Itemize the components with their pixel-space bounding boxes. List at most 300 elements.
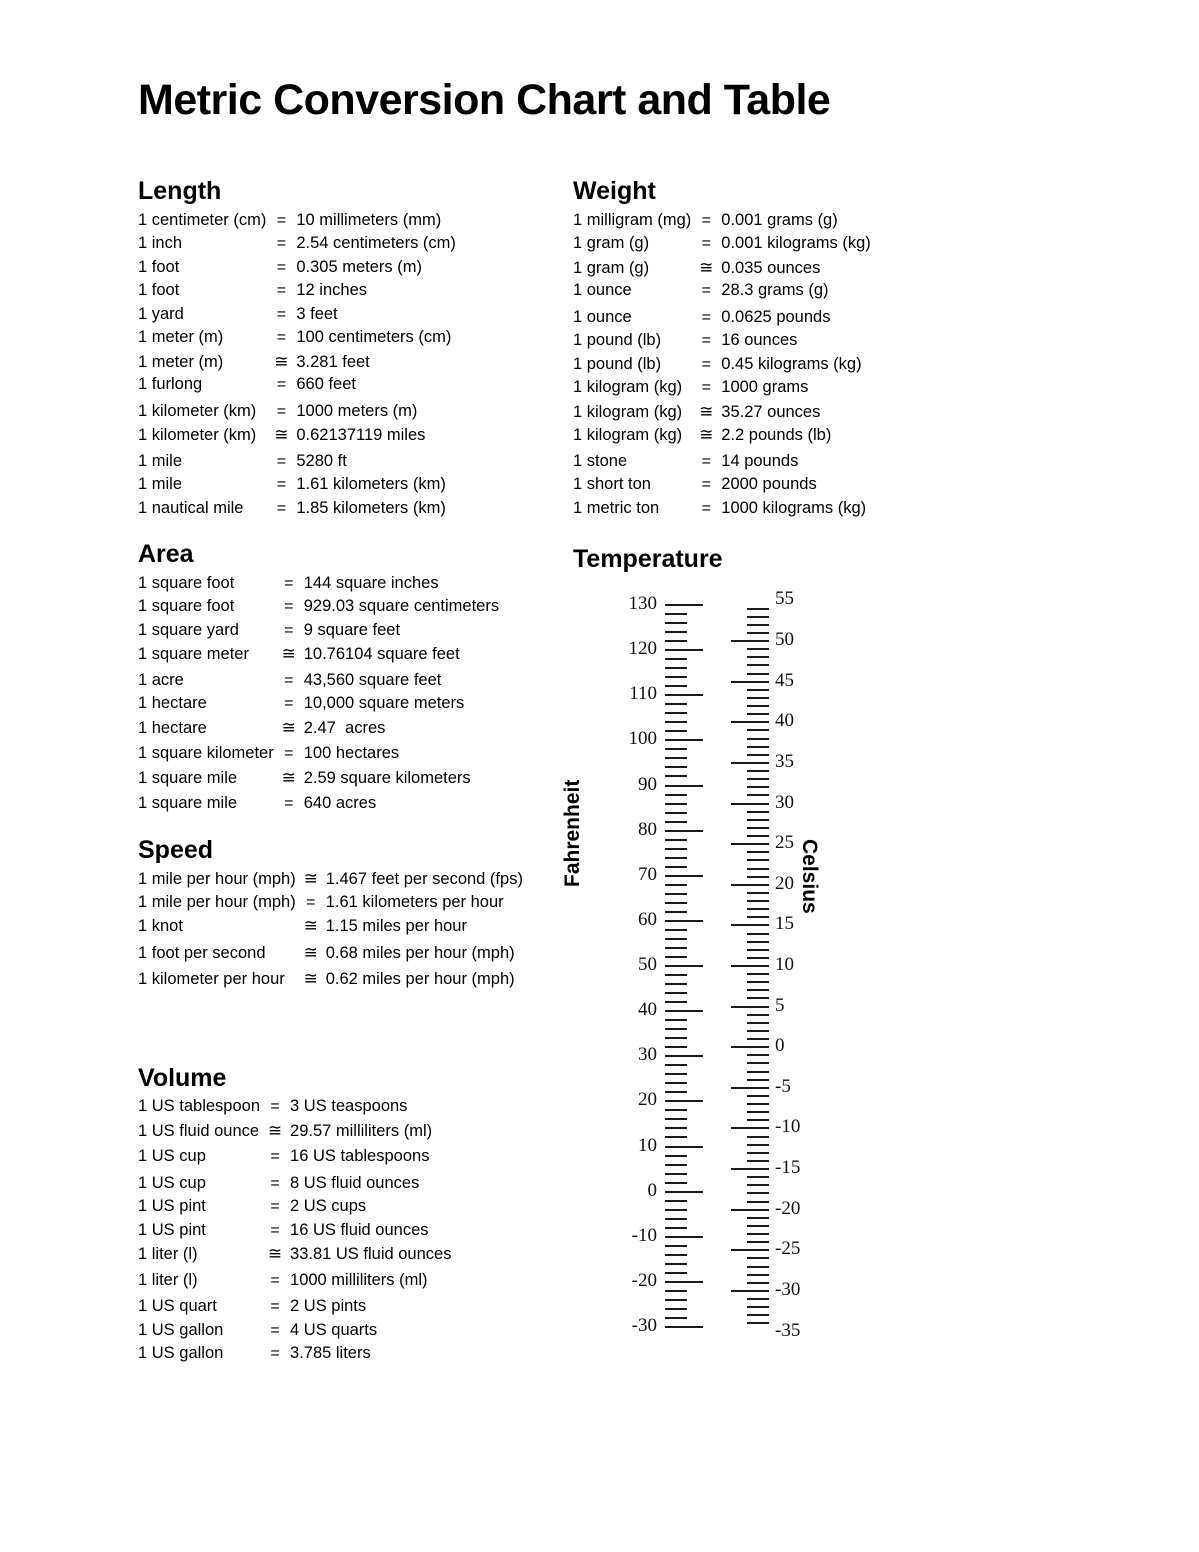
celsius-minor-tick — [747, 656, 769, 658]
fahrenheit-tick-label: 90 — [638, 773, 657, 795]
celsius-minor-tick — [747, 1314, 769, 1316]
equals-operator: = — [701, 499, 711, 517]
fahrenheit-tick-label: 0 — [647, 1179, 657, 1201]
conversion-row — [573, 235, 871, 259]
celsius-minor-tick — [747, 746, 769, 748]
conversion-to: 0.305 meters (m) — [296, 257, 422, 276]
equals-operator: = — [284, 621, 294, 639]
conversion-from: 1 US cup — [138, 1147, 206, 1165]
conversion-row — [138, 403, 456, 427]
celsius-minor-tick — [747, 1054, 769, 1056]
fahrenheit-minor-tick — [665, 992, 687, 994]
section-length — [138, 178, 578, 523]
conversion-to: 0.62 miles per hour (mph) — [325, 970, 515, 988]
celsius-tick-label: -15 — [775, 1157, 801, 1179]
celsius-major-tick — [731, 721, 769, 723]
fahrenheit-major-tick — [665, 1236, 703, 1238]
celsius-minor-tick — [747, 949, 769, 951]
conversion-row — [138, 795, 499, 819]
celsius-minor-tick — [747, 1038, 769, 1040]
fahrenheit-minor-tick — [665, 667, 687, 669]
celsius-minor-tick — [747, 900, 769, 902]
celsius-minor-tick — [747, 827, 769, 829]
celsius-minor-tick — [747, 1014, 769, 1016]
fahrenheit-minor-tick — [665, 1263, 687, 1265]
fahrenheit-tick-label: 60 — [638, 908, 657, 930]
conversion-from: 1 square kilometer — [138, 744, 274, 762]
fahrenheit-minor-tick — [665, 757, 687, 759]
celsius-minor-tick — [747, 1119, 769, 1121]
fahrenheit-minor-tick — [665, 1091, 687, 1093]
conversion-to: 0.0625 pounds — [721, 307, 831, 326]
conversion-to: 1.61 kilometers per hour — [325, 892, 504, 911]
conversion-from: 1 US tablespoon — [138, 1097, 261, 1115]
conversion-table-area — [138, 575, 499, 819]
approx-equals-operator: ≅ — [281, 717, 296, 737]
equals-operator: = — [276, 235, 287, 252]
conversion-from: 1 foot — [138, 257, 180, 276]
conversion-to: 2 US cups — [290, 1197, 367, 1215]
conversion-from: 1 US pint — [138, 1197, 206, 1215]
conversion-from: 1 kilometer (km) — [138, 426, 257, 444]
conversion-row — [573, 356, 871, 380]
celsius-minor-tick — [747, 729, 769, 731]
celsius-tick-label: 30 — [775, 791, 794, 813]
celsius-minor-tick — [747, 713, 769, 715]
conversion-table-length — [138, 212, 456, 524]
fahrenheit-minor-tick — [665, 1272, 687, 1274]
conversion-from: 1 hectare — [138, 718, 207, 737]
celsius-minor-tick — [747, 616, 769, 618]
conversion-row — [573, 282, 871, 309]
conversion-row — [138, 1272, 451, 1299]
conversion-from: 1 hectare — [138, 694, 207, 712]
conversion-from: 1 mile — [138, 475, 183, 493]
celsius-minor-tick — [747, 997, 769, 999]
equals-operator: = — [701, 332, 711, 349]
conversion-to: 0.62137119 miles — [296, 426, 426, 444]
fahrenheit-minor-tick — [665, 1136, 687, 1138]
section-area — [138, 541, 578, 819]
conversion-to: 29.57 milliliters (ml) — [290, 1121, 433, 1140]
conversion-to: 1.61 kilometers (km) — [296, 475, 446, 493]
celsius-minor-tick — [747, 989, 769, 991]
celsius-major-tick — [731, 1046, 769, 1048]
conversion-to: 10,000 square meters — [303, 694, 465, 712]
celsius-minor-tick — [747, 1184, 769, 1186]
conversion-row — [573, 453, 871, 477]
conversion-row — [138, 376, 456, 403]
section-heading-weight: Weight — [573, 177, 656, 205]
equals-operator: = — [276, 329, 287, 346]
equals-operator: = — [701, 235, 711, 252]
equals-operator: = — [276, 305, 287, 323]
celsius-minor-tick — [747, 811, 769, 813]
celsius-minor-tick — [747, 648, 769, 650]
celsius-tick-label: -35 — [775, 1319, 801, 1341]
celsius-tick-label: -10 — [775, 1116, 801, 1138]
conversion-to: 2.47 acres — [303, 718, 386, 737]
fahrenheit-minor-tick — [665, 884, 687, 886]
fahrenheit-minor-tick — [665, 803, 687, 805]
celsius-major-tick — [731, 803, 769, 805]
conversion-from: 1 metric ton — [573, 498, 660, 517]
equals-operator: = — [276, 258, 287, 276]
section-heading-length: Length — [138, 177, 222, 205]
fahrenheit-tick-label: -20 — [631, 1269, 657, 1291]
equals-operator: = — [270, 1345, 280, 1362]
conversion-to: 1000 grams — [721, 378, 809, 396]
approx-equals-operator: ≅ — [303, 969, 318, 988]
conversion-from: 1 US pint — [138, 1220, 206, 1239]
celsius-minor-tick — [747, 1298, 769, 1300]
conversion-from: 1 square meter — [138, 645, 249, 663]
conversion-from: 1 stone — [573, 451, 628, 470]
celsius-minor-tick — [747, 876, 769, 878]
fahrenheit-minor-tick — [665, 766, 687, 768]
conversion-row — [138, 329, 456, 353]
celsius-tick-label: 20 — [775, 872, 794, 894]
fahrenheit-tick-label: 120 — [628, 638, 657, 660]
conversion-row — [138, 944, 523, 971]
fahrenheit-minor-tick — [665, 1064, 687, 1066]
celsius-tick-label: -20 — [775, 1197, 801, 1219]
approx-equals-operator: ≅ — [274, 425, 289, 444]
fahrenheit-minor-tick — [665, 1290, 687, 1292]
celsius-minor-tick — [747, 1030, 769, 1032]
conversion-to: 2000 pounds — [721, 475, 817, 493]
conversion-from: 1 inch — [138, 234, 183, 252]
conversion-to: 1.467 feet per second (fps) — [325, 870, 523, 888]
fahrenheit-major-tick — [665, 830, 703, 832]
celsius-tick-label: 40 — [775, 710, 794, 732]
conversion-row — [573, 379, 871, 403]
fahrenheit-minor-tick — [665, 1118, 687, 1120]
celsius-minor-tick — [747, 786, 769, 788]
fahrenheit-tick-label: -30 — [631, 1315, 657, 1336]
conversion-row — [138, 1122, 451, 1149]
fahrenheit-major-tick — [665, 1326, 703, 1328]
celsius-minor-tick — [747, 689, 769, 691]
fahrenheit-minor-tick — [665, 983, 687, 985]
fahrenheit-major-tick — [665, 1055, 703, 1057]
fahrenheit-minor-tick — [665, 1200, 687, 1202]
fahrenheit-minor-tick — [665, 1209, 687, 1211]
conversion-row — [573, 309, 871, 333]
fahrenheit-minor-tick — [665, 974, 687, 976]
celsius-tick-label: -5 — [775, 1075, 791, 1097]
conversion-row — [138, 769, 499, 796]
celsius-minor-tick — [747, 608, 769, 610]
celsius-minor-tick — [747, 1062, 769, 1064]
celsius-axis-label: Celsius — [798, 839, 821, 914]
fahrenheit-tick-label: 20 — [638, 1089, 657, 1111]
equals-operator: = — [270, 1221, 280, 1239]
fahrenheit-minor-tick — [665, 658, 687, 660]
conversion-from: 1 kilogram (kg) — [573, 378, 683, 396]
fahrenheit-minor-tick — [665, 929, 687, 931]
equals-operator: = — [270, 1174, 280, 1192]
celsius-major-tick — [731, 640, 769, 642]
section-heading-temperature: Temperature — [573, 545, 723, 573]
conversion-from: 1 square yard — [138, 620, 239, 639]
equals-operator: = — [701, 211, 711, 229]
celsius-minor-tick — [747, 1192, 769, 1194]
conversion-from: 1 US fluid ounce — [138, 1121, 260, 1140]
fahrenheit-major-tick — [665, 785, 703, 787]
conversion-to: 35.27 ounces — [721, 402, 821, 421]
fahrenheit-major-tick — [665, 739, 703, 741]
conversion-from: 1 gram (g) — [573, 258, 650, 277]
fahrenheit-minor-tick — [665, 640, 687, 642]
celsius-minor-tick — [747, 916, 769, 918]
conversion-to: 3 feet — [296, 304, 338, 323]
approx-equals-operator: ≅ — [303, 869, 318, 888]
celsius-minor-tick — [747, 1306, 769, 1308]
conversion-to: 1000 meters (m) — [296, 401, 418, 420]
fahrenheit-tick-label: 70 — [638, 863, 657, 885]
conversion-row — [138, 894, 523, 918]
conversion-from: 1 foot per second — [138, 943, 266, 962]
approx-equals-operator: ≅ — [699, 401, 714, 421]
fahrenheit-minor-tick — [665, 893, 687, 895]
fahrenheit-minor-tick — [665, 1227, 687, 1229]
conversion-from: 1 square mile — [138, 768, 238, 787]
conversion-row — [138, 1322, 451, 1346]
conversion-to: 2 US pints — [290, 1297, 367, 1315]
celsius-minor-tick — [747, 941, 769, 943]
celsius-minor-tick — [747, 892, 769, 894]
conversion-to: 640 acres — [303, 794, 377, 812]
fahrenheit-minor-tick — [665, 631, 687, 633]
section-heading-volume: Volume — [138, 1063, 227, 1092]
fahrenheit-major-tick — [665, 1146, 703, 1148]
conversion-row — [138, 282, 456, 306]
equals-operator: = — [701, 452, 711, 470]
celsius-tick-label: 45 — [775, 669, 794, 691]
fahrenheit-tick-label: 40 — [638, 999, 657, 1021]
fahrenheit-major-tick — [665, 694, 703, 696]
conversion-to: 100 centimeters (cm) — [296, 328, 452, 346]
celsius-minor-tick — [747, 794, 769, 796]
conversion-from: 1 kilometer per hour — [138, 970, 285, 988]
conversion-row — [138, 645, 499, 672]
celsius-minor-tick — [747, 632, 769, 634]
right-column — [573, 178, 993, 523]
equals-operator: = — [276, 476, 287, 493]
conversion-row — [138, 1245, 451, 1272]
celsius-minor-tick — [747, 1079, 769, 1081]
celsius-minor-tick — [747, 624, 769, 626]
celsius-minor-tick — [747, 957, 769, 959]
page-title: Metric Conversion Chart and Table — [138, 76, 831, 124]
conversion-from: 1 liter (l) — [138, 1270, 198, 1289]
equals-operator: = — [270, 1298, 280, 1315]
celsius-minor-tick — [747, 1095, 769, 1097]
conversion-to: 100 hectares — [303, 744, 400, 762]
conversion-from: 1 US quart — [138, 1297, 217, 1315]
conversion-from: 1 centimeter (cm) — [138, 210, 267, 229]
fahrenheit-major-tick — [665, 604, 703, 606]
conversion-to: 4 US quarts — [290, 1320, 378, 1339]
conversion-from: 1 square mile — [138, 794, 238, 812]
celsius-minor-tick — [747, 1257, 769, 1259]
conversion-row — [138, 870, 523, 894]
conversion-row — [573, 332, 871, 356]
equals-operator: = — [701, 379, 711, 396]
conversion-to: 33.81 US fluid ounces — [290, 1245, 452, 1263]
conversion-from: 1 acre — [138, 670, 184, 689]
celsius-minor-tick — [747, 1274, 769, 1276]
celsius-major-tick — [731, 1006, 769, 1008]
conversion-row — [138, 353, 456, 377]
conversion-row — [138, 453, 456, 477]
celsius-minor-tick — [747, 1266, 769, 1268]
celsius-minor-tick — [747, 705, 769, 707]
conversion-to: 16 US fluid ounces — [290, 1220, 429, 1239]
conversion-to: 28.3 grams (g) — [721, 281, 829, 299]
celsius-minor-tick — [747, 1136, 769, 1138]
conversion-from: 1 square foot — [138, 573, 235, 592]
conversion-from: 1 pound (lb) — [573, 354, 662, 373]
conversion-to: 2.59 square kilometers — [303, 768, 471, 787]
celsius-major-tick — [731, 681, 769, 683]
conversion-to: 10.76104 square feet — [303, 645, 460, 663]
fahrenheit-minor-tick — [665, 1127, 687, 1129]
conversion-to: 1.15 miles per hour — [325, 917, 467, 935]
celsius-minor-tick — [747, 981, 769, 983]
fahrenheit-minor-tick — [665, 703, 687, 705]
conversion-row — [573, 426, 871, 453]
fahrenheit-major-tick — [665, 875, 703, 877]
equals-operator: = — [276, 452, 287, 470]
conversion-from: 1 milligram (mg) — [573, 210, 692, 229]
thermometer-scale — [561, 587, 903, 1347]
fahrenheit-minor-tick — [665, 1317, 687, 1319]
fahrenheit-minor-tick — [665, 622, 687, 624]
conversion-row — [138, 1298, 451, 1322]
celsius-minor-tick — [747, 851, 769, 853]
conversion-row — [573, 212, 871, 236]
conversion-to: 10 millimeters (mm) — [296, 210, 442, 229]
fahrenheit-minor-tick — [665, 1019, 687, 1021]
conversion-to: 3.281 feet — [296, 352, 370, 371]
fahrenheit-major-tick — [665, 1100, 703, 1102]
equals-operator: = — [701, 355, 711, 373]
conversion-from: 1 US gallon — [138, 1320, 224, 1339]
fahrenheit-minor-tick — [665, 748, 687, 750]
conversion-row — [138, 695, 499, 719]
celsius-major-tick — [731, 762, 769, 764]
fahrenheit-tick-label: 110 — [629, 683, 657, 705]
conversion-to: 929.03 square centimeters — [303, 597, 500, 615]
fahrenheit-minor-tick — [665, 839, 687, 841]
approx-equals-operator: ≅ — [274, 351, 289, 371]
conversion-from: 1 square foot — [138, 597, 235, 615]
celsius-minor-tick — [747, 1103, 769, 1105]
celsius-major-tick — [731, 924, 769, 926]
celsius-tick-label: 10 — [775, 954, 794, 975]
conversion-row — [138, 212, 456, 236]
conversion-row — [138, 476, 456, 500]
conversion-to: 12 inches — [296, 281, 367, 299]
conversion-from: 1 pound (lb) — [573, 331, 662, 349]
conversion-row — [138, 970, 523, 997]
celsius-minor-tick — [747, 1160, 769, 1162]
fahrenheit-major-tick — [665, 649, 703, 651]
conversion-to: 2.2 pounds (lb) — [721, 426, 832, 444]
conversion-from: 1 kilometer (km) — [138, 401, 257, 420]
approx-equals-operator: ≅ — [281, 644, 296, 663]
fahrenheit-minor-tick — [665, 866, 687, 868]
equals-operator: = — [276, 499, 287, 517]
celsius-minor-tick — [747, 697, 769, 699]
equals-operator: = — [284, 574, 294, 592]
fahrenheit-tick-label: 100 — [628, 728, 657, 750]
celsius-minor-tick — [747, 1282, 769, 1284]
fahrenheit-minor-tick — [665, 938, 687, 940]
fahrenheit-minor-tick — [665, 947, 687, 949]
celsius-tick-label: 15 — [775, 913, 794, 935]
celsius-major-tick — [731, 1087, 769, 1089]
conversion-row — [138, 672, 499, 696]
fahrenheit-major-tick — [665, 920, 703, 922]
fahrenheit-minor-tick — [665, 956, 687, 958]
celsius-tick-label: 35 — [775, 750, 794, 772]
fahrenheit-minor-tick — [665, 685, 687, 687]
conversion-row — [573, 403, 871, 427]
fahrenheit-minor-tick — [665, 1073, 687, 1075]
celsius-minor-tick — [747, 1241, 769, 1243]
fahrenheit-minor-tick — [665, 821, 687, 823]
celsius-minor-tick — [747, 1233, 769, 1235]
fahrenheit-tick-label: 10 — [638, 1134, 657, 1156]
fahrenheit-minor-tick — [665, 1082, 687, 1084]
celsius-minor-tick — [747, 859, 769, 861]
conversion-to: 5280 ft — [296, 451, 347, 470]
celsius-minor-tick — [747, 973, 769, 975]
celsius-minor-tick — [747, 868, 769, 870]
conversion-row — [138, 1222, 451, 1246]
fahrenheit-minor-tick — [665, 1164, 687, 1166]
celsius-minor-tick — [747, 664, 769, 666]
fahrenheit-minor-tick — [665, 812, 687, 814]
celsius-tick-label: -30 — [775, 1278, 801, 1300]
fahrenheit-minor-tick — [665, 1245, 687, 1247]
equals-operator: = — [276, 282, 287, 299]
celsius-minor-tick — [747, 1322, 769, 1324]
fahrenheit-minor-tick — [665, 848, 687, 850]
conversion-to: 660 feet — [296, 375, 356, 393]
fahrenheit-minor-tick — [665, 1001, 687, 1003]
celsius-minor-tick — [747, 1152, 769, 1154]
equals-operator: = — [270, 1198, 280, 1215]
approx-equals-operator: ≅ — [303, 916, 318, 935]
conversion-to: 0.45 kilograms (kg) — [721, 354, 862, 373]
equals-operator: = — [701, 282, 711, 299]
conversion-row — [573, 500, 871, 524]
conversion-row — [138, 235, 456, 259]
fahrenheit-minor-tick — [665, 613, 687, 615]
section-volume — [138, 1065, 578, 1369]
equals-operator: = — [284, 598, 294, 615]
celsius-minor-tick — [747, 835, 769, 837]
fahrenheit-minor-tick — [665, 1173, 687, 1175]
fahrenheit-minor-tick — [665, 1299, 687, 1301]
equals-operator: = — [276, 376, 287, 393]
conversion-from: 1 yard — [138, 304, 184, 323]
celsius-tick-label: 50 — [775, 629, 794, 651]
